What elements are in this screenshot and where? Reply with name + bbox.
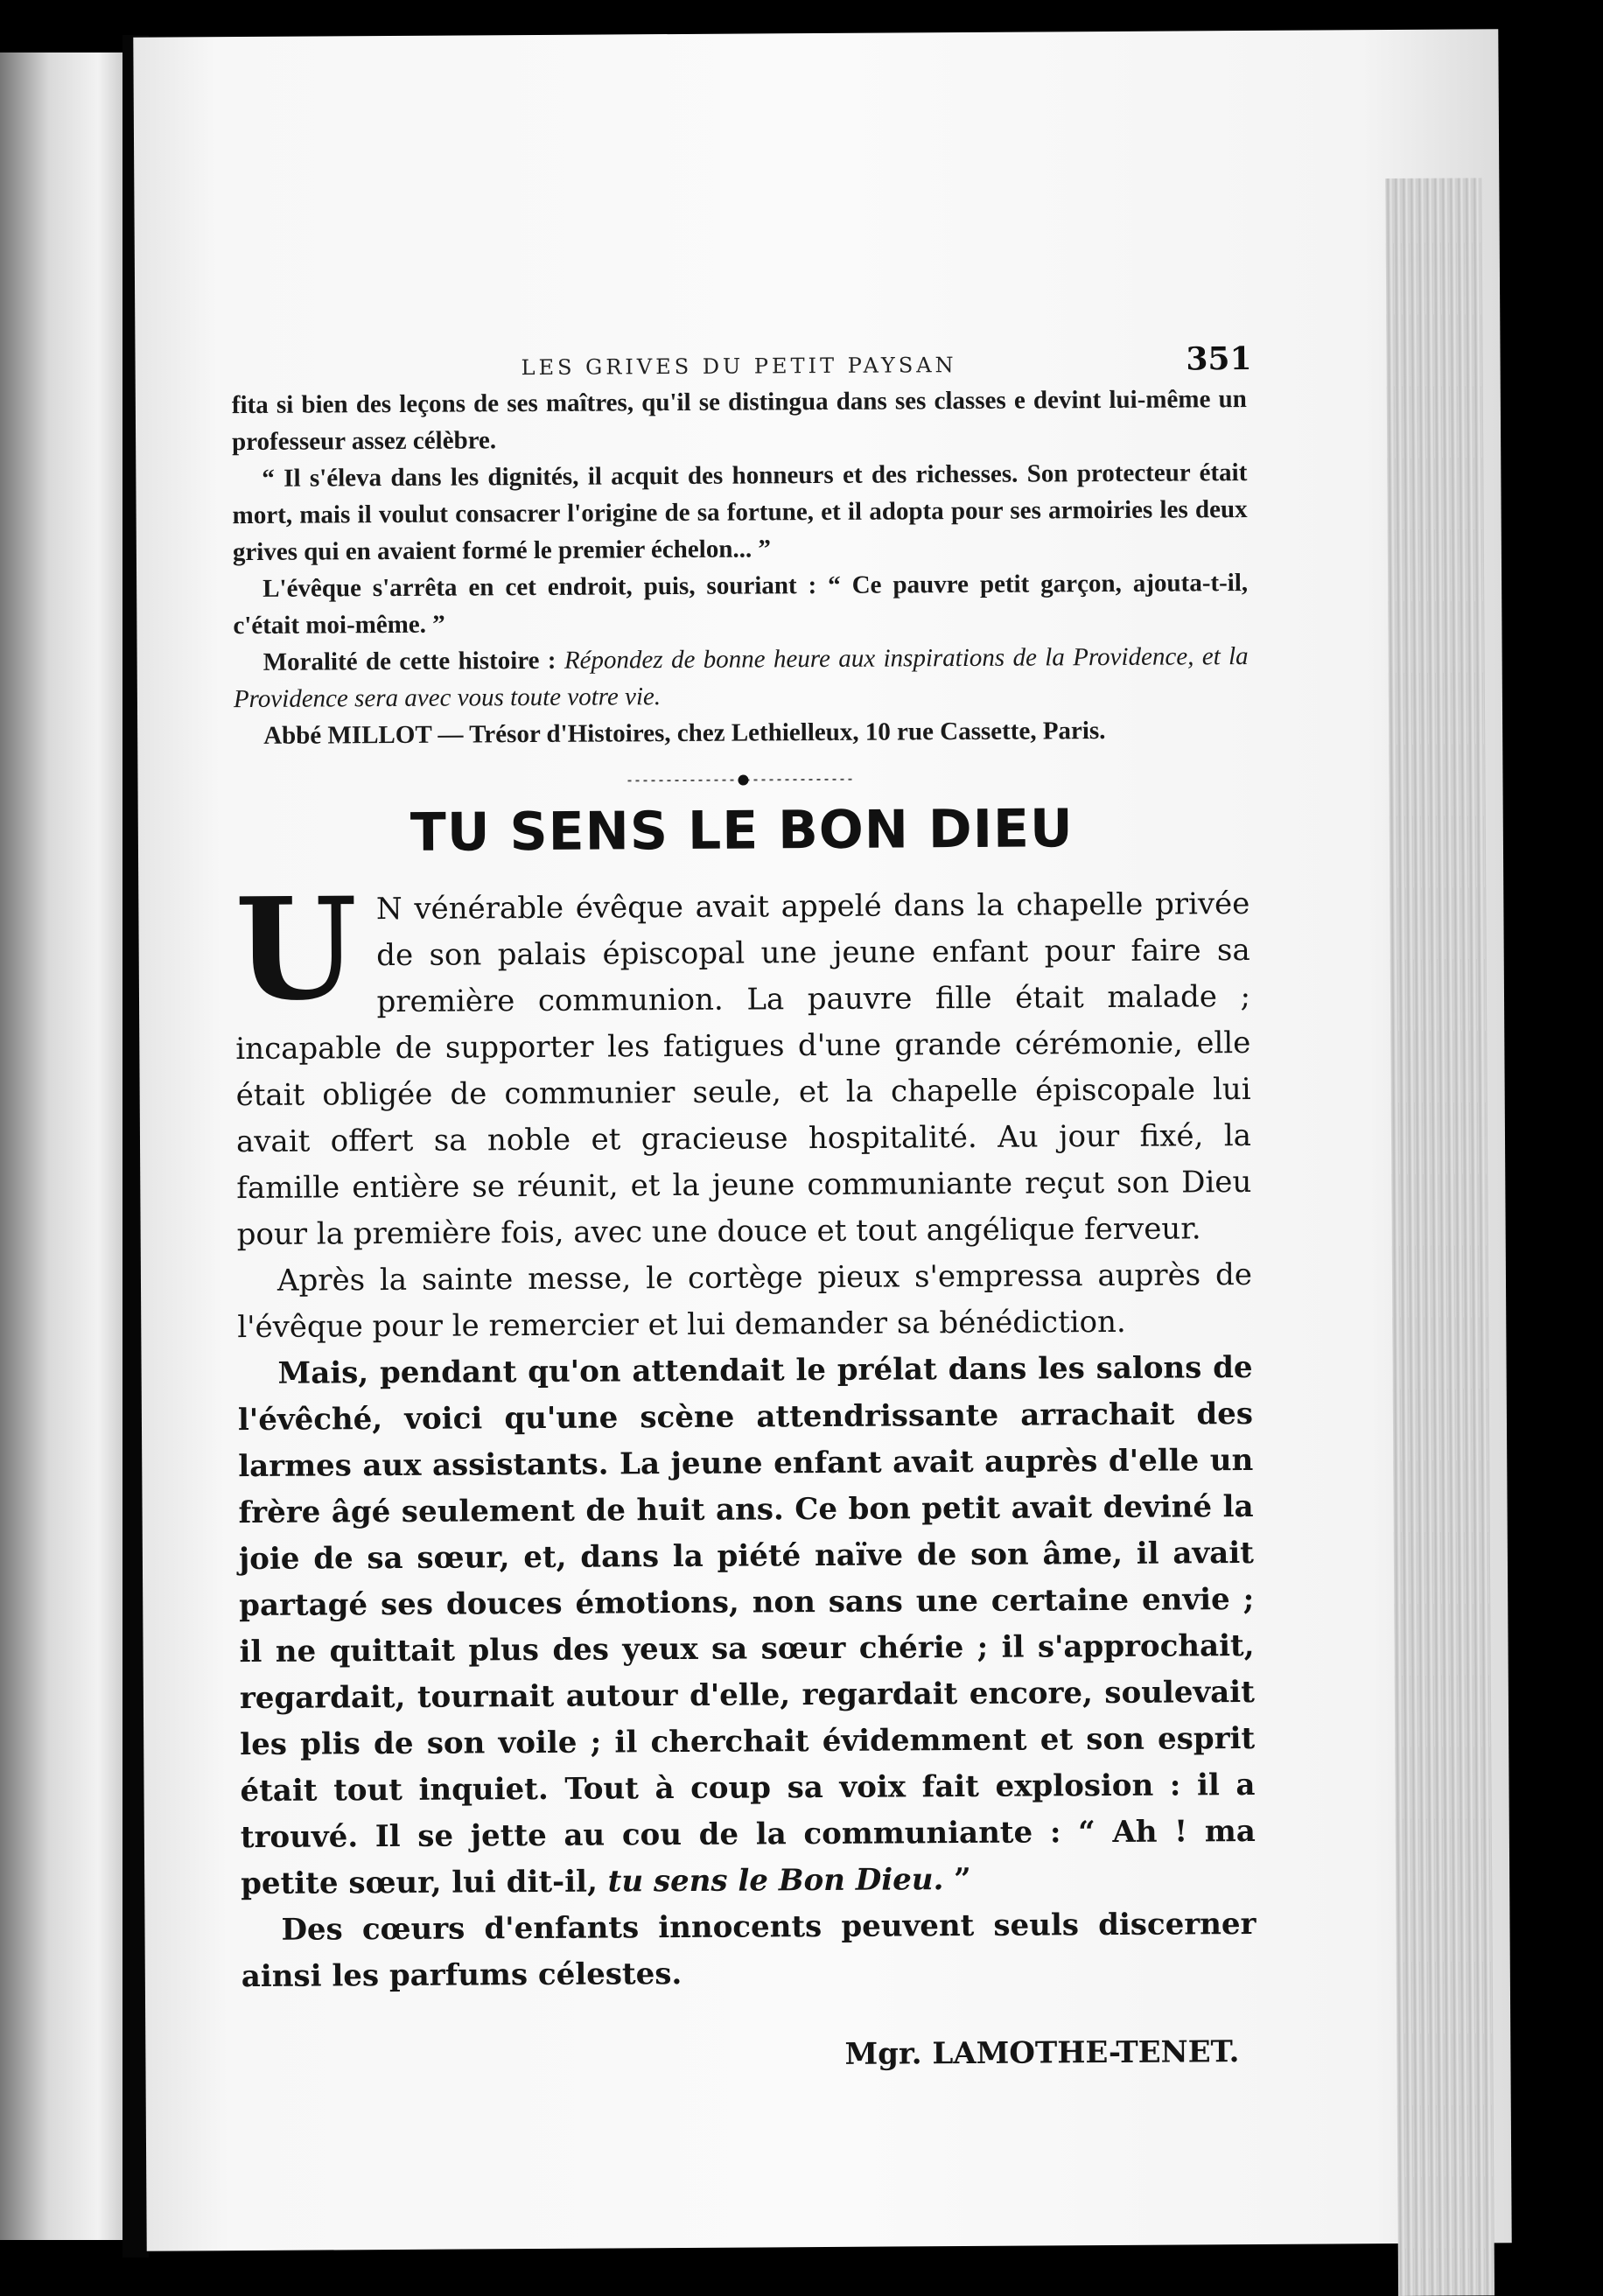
running-head [231,328,1252,387]
page-text [231,328,1256,2076]
source-citation: Abbé MILLOT — Trésor d'Histoires, chez Lethielleux, 10 rue Cassette, Paris. [263,717,1106,750]
article-paragraph-1 [234,866,1252,1258]
article-paragraph-2: Après la sainte messe, le cortège pieux s'empressa auprès de l'évêque pour le remercier et lui demander sa bénédiction. [237,1257,1253,1346]
paragraph-3-text: Mais, pendant qu'on attendait le prélat dans les salons de l'évêché, voici qu'une scène attendrissante arrachait des larmes aux assistants. La jeune enfant avait auprès d'elle un frère âgé seulement de huit ans. Ce bon petit avait deviné la joie de sa sœur, et, dans la piété naïve de son âme, il avait partagé ses douces émotions, non sans une certaine envie ; il ne quittait plus des yeux sa sœur chérie ; il s'approchait, regardait, tournait autour d'elle, regardait encore, soulevait les plis de son voile ; il cherchait évidemment et son esprit était tout inquiet. Tout à coup sa voix fait explosion : il a trouvé. Il se jette au cou de la communiante : “ Ah ! ma petite sœur, lui dit-il, [237,1350,1256,1902]
moral-text: Répondez de bonne heure aux inspirations de la Providence, et la Providence sera avec vous toute votre vie. [233,642,1249,714]
previous-story-line-2: “ Il s'éleva dans les dignités, il acquit des honneurs et des richesses. Son protecteur était mort, mais il voulut consacrer l'origine de sa fortune, et il adopta pour ses armoiries les deux grives qui en avaient formé le premier échelon... ” [232,458,1248,567]
divider-dot [738,775,748,786]
paragraph-1-text: vénérable évêque avait appelé dans la chapelle privée de son palais épiscopal une jeune enfant pour faire sa première communion. La pauvre fille était malade ; incapable de supporter les fatigues d'une grande cérémonie, elle était obligée de communier seule, et la chapelle épiscopale lui avait offert sa noble et gracieuse hospitalité. Au jour fixé, la famille entière se réunit, et la jeune communiante reçut son Dieu pour la première fois, avec une douce et tout angélique ferveur. [235,886,1252,1253]
book-page [133,29,1511,2250]
paragraph-3-quote: tu sens le Bon Dieu. [607,1862,944,1900]
running-title: LES GRIVES DU PETIT PAYSAN [521,353,957,381]
moral-label: Moralité de cette histoire : [262,646,556,676]
paragraph-3-close: ” [954,1861,971,1898]
previous-story-line-1: fita si bien des leçons de ses maîtres, qu'il se distingua dans ses classes e devint lui-même un professeur assez célèbre. [231,385,1247,457]
section-divider [627,774,855,788]
article-paragraph-4: Des cœurs d'enfants innocents peuvent seuls discerner ainsi les parfums célestes. [241,1906,1256,1995]
drop-cap: U [234,866,358,1032]
first-word-rest: N [375,891,402,928]
page-edges [1385,178,1494,2296]
moral-paragraph [234,638,1249,718]
previous-story-line-3: L'évêque s'arrêta en cet endroit, puis, souriant : “ Ce pauvre petit garçon, ajouta-t-il, c'était moi-même. ” [233,569,1249,640]
left-page-fragment [0,52,122,2240]
signature-prefix: Mgr. [844,2036,922,2072]
article-title: TU SENS LE BON DIEU [410,798,1074,864]
article-paragraph-3 [237,1345,1256,1908]
signature-name: LAMOTHE-TENET. [932,2034,1240,2072]
signature [242,2034,1256,2076]
page-number: 351 [1186,340,1252,378]
